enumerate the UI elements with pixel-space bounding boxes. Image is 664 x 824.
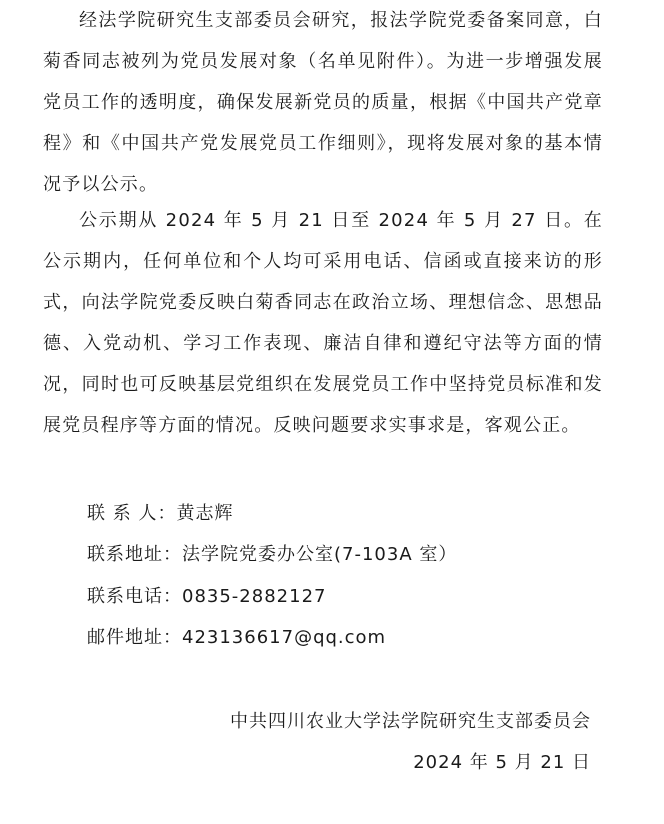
contact-email-row xyxy=(87,617,386,658)
notice-paragraph-intro: 经法学院研究生支部委员会研究，报法学院党委备案同意，白菊香同志被列为党员发展对象（名单见附件）。为进一步增强发展党员工作的透明度，确保发展新党员的质量，根据《中国共产党章程》和《中国共产党发展党员工作细则》，现将发展对象的基本情况予以公示。 xyxy=(43,10,603,195)
notice-document xyxy=(43,0,603,824)
contact-phone-row xyxy=(87,576,326,617)
contact-email-label: 邮件地址： xyxy=(87,627,182,648)
contact-phone-label: 联系电话： xyxy=(87,586,182,607)
contact-address-value: 法学院党委办公室(7-103A 室） xyxy=(182,544,458,565)
contact-address-label: 联系地址： xyxy=(87,544,182,565)
contact-person-label: 联 系 人： xyxy=(87,503,177,524)
contact-person-row xyxy=(87,493,233,534)
signature-organization: 中共四川农业大学法学院研究生支部委员会 xyxy=(230,711,591,732)
contact-email-value: 423136617@qq.com xyxy=(182,627,387,648)
signature-date: 2024 年 5 月 21 日 xyxy=(413,752,591,773)
contact-person-value: 黄志辉 xyxy=(176,503,234,524)
contact-address-row xyxy=(87,534,457,575)
contact-phone-value: 0835-2882127 xyxy=(182,586,327,607)
notice-paragraph-period: 公示期从 2024 年 5 月 21 日至 2024 年 5 月 27 日。在公示期内，任何单位和个人均可采用电话、信函或直接来访的形式，向法学院党委反映白菊香同志在政治立场、理想信念、思想品德、入党动机、学习工作表现、廉洁自律和遵纪守法等方面的情况，同时也可反映基层党组织在发展党员工作中坚持党员标准和发展党员程序等方面的情况。反映问题要求实事求是，客观公正。 xyxy=(43,210,603,436)
